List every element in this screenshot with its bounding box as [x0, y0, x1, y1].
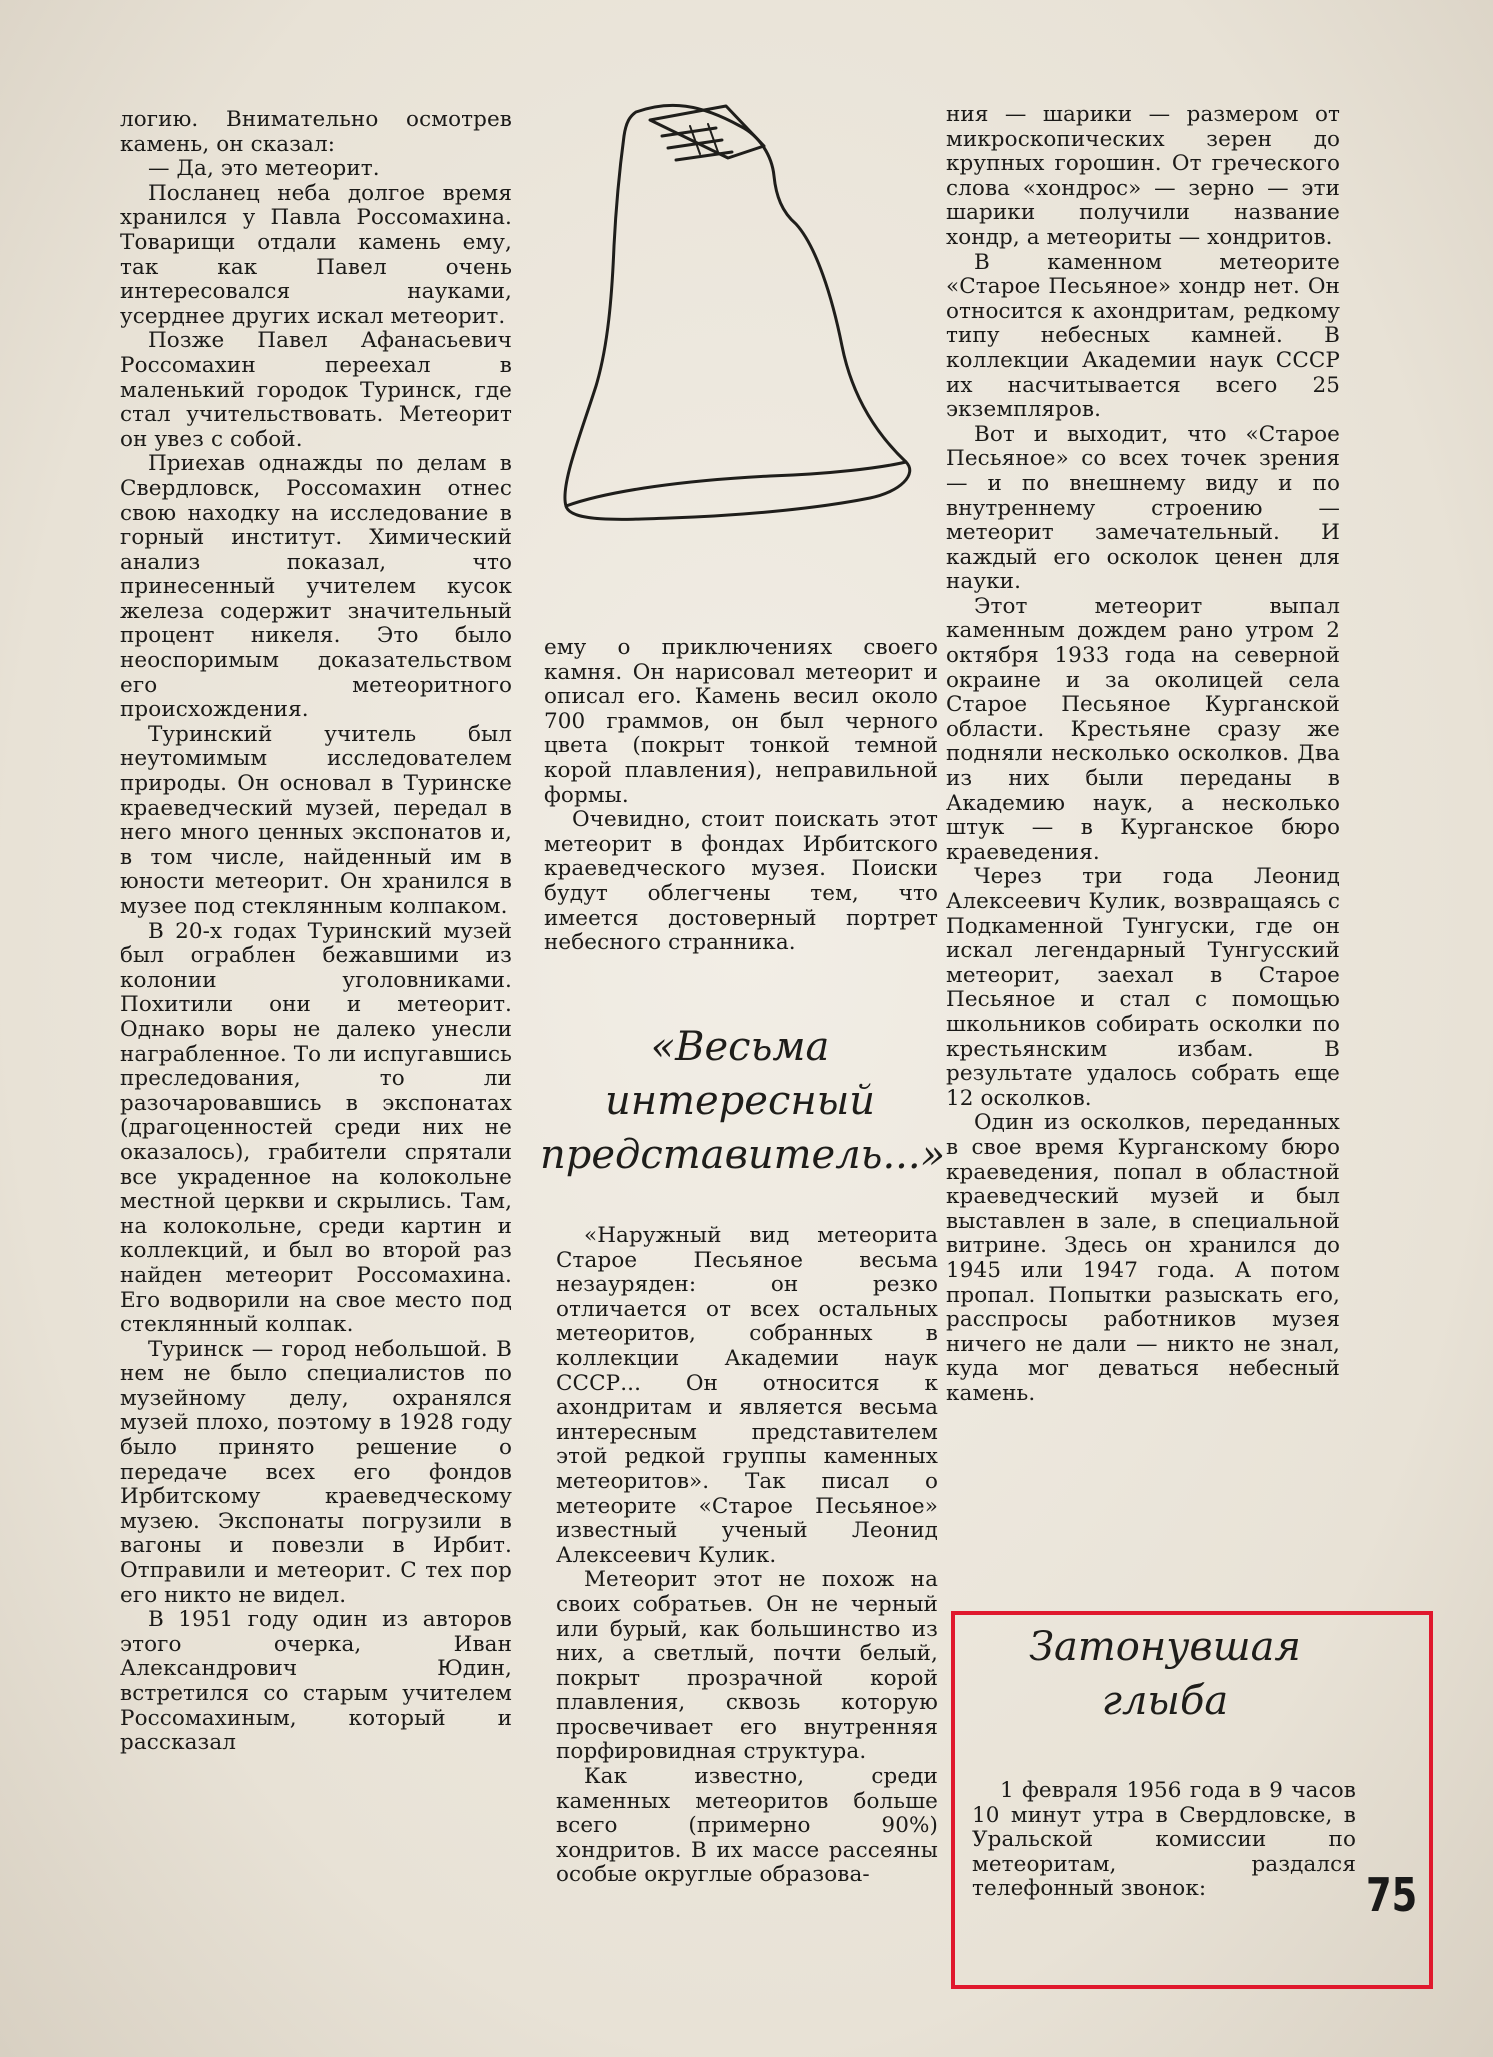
article-column-3 — [946, 103, 1340, 1406]
paragraph: Этот метеорит выпал каменным дождем рано утром 2 октября 1933 года на северной окраине и за околицей села Старое Песьяное Курганской области. Крестьяне сразу же подняли несколько осколков. Два из них были переданы в Академию наук, а несколько штук — в Курганское бюро краеведения. — [946, 593, 1340, 865]
paragraph: В 1951 году один из авторов этого очерка, Иван Александрович Юдин, встретился со старым учителем Россомахиным, который и рассказал — [120, 1607, 512, 1756]
heading-line: интересный — [604, 1078, 876, 1124]
paragraph: В 20-х годах Туринский музей был ограблен бежавшими из колонии уголовниками. Похитили они и метеорит. Однако воры не далеко унесли награбленное. То ли испугавшись преследования, то ли разочаровавшись в экспонатах (драгоценностей среди них не оказалось), грабители спрятали все украденное на колокольне местной церкви и скрылись. Там, на колокольне, среди картин и коллекций, и был во второй раз найден метеорит Россомахина. Его водворили на свое место под стеклянный колпак. — [120, 918, 512, 1338]
heading-line: глыба — [1101, 1678, 1229, 1724]
section-heading-interesting-representative — [540, 1020, 946, 1182]
heading-line: представитель...» — [540, 1132, 946, 1178]
paragraph: ему о приключениях своего камня. Он нарисовал метеорит и описал его. Камень весил около 700 граммов, он был черного цвета (покрыт тонкой темной корой плавления), неправильной формы. — [544, 635, 938, 808]
heading-line: Затонувшая — [1029, 1624, 1301, 1670]
article-column-1 — [120, 108, 512, 1756]
paragraph: Как известно, среди каменных метеоритов больше всего (примерно 90%) хондритов. В их массе рассеяны особые округлые образова- — [556, 1764, 938, 1888]
article-column-2 — [544, 636, 938, 956]
article-column-2-lower — [556, 1224, 938, 1888]
paragraph: Очевидно, стоит поискать этот метеорит в фондах Ирбитского краеведческого музея. Поиски будут облегчены тем, что имеется достоверный портрет небесного странника. — [544, 807, 938, 956]
paragraph: В каменном метеорите «Старое Песьяное» хондр нет. Он относится к ахондритам, редкому типу небесных камней. В коллекции Академии наук СССР их насчитывается всего 25 экземпляров. — [946, 249, 1340, 423]
paragraph: Один из осколков, переданных в свое время Курганскому бюро краеведения, попал в областной краеведческий музей и был выставлен в зале, в специальной витрине. Здесь он хранился до 1945 или 1947 года. А потом пропал. Попытки разыскать его, расспросы работников музея ничего не дали — никто не знал, куда мог деваться небесный камень. — [946, 1110, 1340, 1406]
paragraph: Позже Павел Афанасьевич Россомахин переехал в маленький городок Туринск, где стал учительствовать. Метеорит он увез с собой. — [120, 328, 512, 452]
section-heading-sunken-block — [960, 1620, 1370, 1728]
paragraph: Вот и выходит, что «Старое Песьяное» со всех точек зрения — и по внешнему виду и по внутреннему строению — метеорит замечательный. И каждый его осколок ценен для науки. — [946, 421, 1340, 595]
paragraph: Туринский учитель был неутомимым исследователем природы. Он основал в Туринске краеведческий музей, передал в него много ценных экспонатов и, в том числе, найденный им в юности метеорит. Он хранился в музее под стеклянным колпаком. — [120, 721, 512, 919]
heading-line: «Весьма — [650, 1024, 830, 1070]
paragraph: «Наружный вид метеорита Старое Песьяное весьма незауряден: он резко отличается от всех остальных метеоритов, собранных в коллекции Академии наук СССР... Он относится к ахондритам и является весьма интересным представителем этой редкой группы каменных метеоритов». Так писал о метеорите «Старое Песьяное» известный ученый Леонид Алексеевич Кулик. — [556, 1223, 938, 1568]
paragraph: ния — шарики — размером от микроскопических зерен до крупных горошин. От греческого слова «хондрос» — зерно — эти шарики получили название хондр, а метеориты — хондритов. — [946, 102, 1340, 250]
paragraph: Метеорит этот не похож на своих собратьев. Он не черный или бурый, как большинство из них, а светлый, почти белый, покрыт прозрачной корой плавления, сквозь которую просвечивает его внутренняя порфировидная структура. — [556, 1567, 938, 1765]
article-column-4 — [972, 1779, 1356, 1902]
paragraph: Посланец неба долгое время хранился у Павла Россомахина. Товарищи отдали камень ему, так как Павел очень интересовался науками, усерднее других искал метеорит. — [120, 180, 512, 329]
paragraph: логию. Внимательно осмотрев камень, он сказал: — [120, 107, 512, 157]
paragraph: — Да, это метеорит. — [147, 156, 380, 182]
paragraph: 1 февраля 1956 года в 9 часов 10 минут утра в Свердловске, в Уральской комиссии по метеоритам, раздался телефонный звонок: — [972, 1778, 1356, 1902]
meteorite-drawing — [550, 96, 920, 546]
paragraph: Туринск — город небольшой. В нем не было специалистов по музейному делу, охранялся музей плохо, поэтому в 1928 году было принято решение о передаче всех его фондов Ирбитскому краеведческому музею. Экспонаты погрузили в вагоны и повезли в Ирбит. Отправили и метеорит. С тех пор его никто не видел. — [120, 1336, 512, 1608]
page-number: 75 — [1366, 1868, 1418, 1922]
paragraph: Приехав однажды по делам в Свердловск, Россомахин отнес свою находку на исследование в горный институт. Химический анализ показал, что принесенный учителем кусок железа содержит значительный процент никеля. Это было неоспоримым доказательством его метеоритного происхождения. — [120, 451, 512, 723]
paragraph: Через три года Леонид Алексеевич Кулик, возвращаясь с Подкаменной Тунгуски, где он искал легендарный Тунгусский метеорит, заехал в Старое Песьяное и стал с помощью школьников собирать осколки по крестьянским избам. В результате удалось собрать еще 12 осколков. — [946, 864, 1340, 1111]
